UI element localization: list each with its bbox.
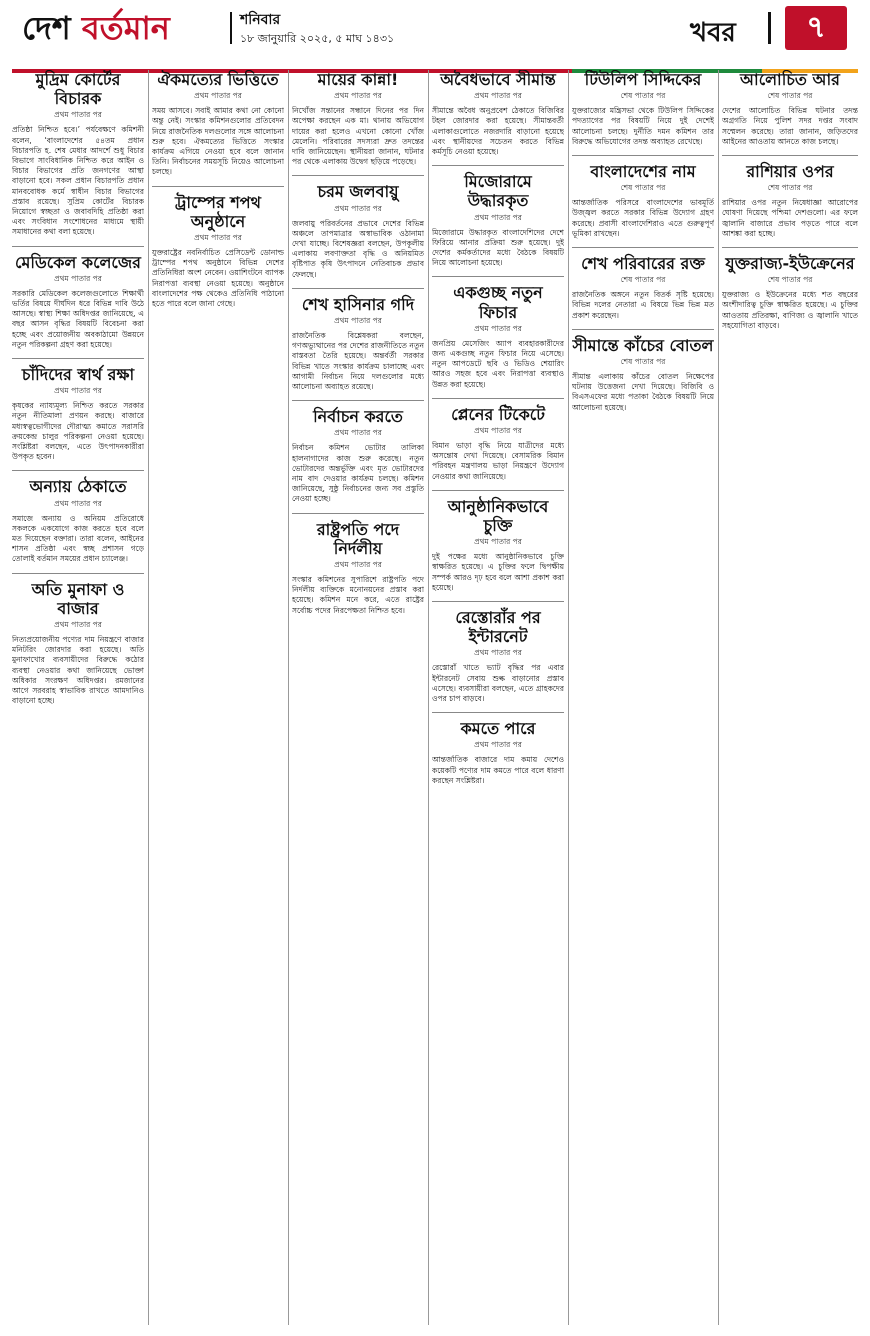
story-headline[interactable]: আনুষ্ঠানিকভাবে চুক্তি — [447, 496, 549, 535]
story-body: নিত্যপ্রয়োজনীয় পণ্যের দাম নিয়ন্ত্রণে বাজার মনিটরিং জোরদার করা হয়েছে। অতি মুনাফাখোর ব্যবসায়ীদের বিরুদ্ধে কঠোর ব্যবস্থা নেওয়ার কথা জানিয়েছে ভোক্তা অধিকার সংরক্ষণ অধিদপ্তর। রমজানের আগে সরবরাহ স্বাভাবিক রাখতে আমদানিও বাড়ানো হচ্ছে। — [12, 635, 144, 706]
story-byline: প্রথম পাতার পর — [474, 537, 522, 547]
story-divider — [292, 400, 424, 401]
story-body: জলবায়ু পরিবর্তনের প্রভাবে দেশের বিভিন্ন অঞ্চলে তাপমাত্রার অস্বাভাবিক ওঠানামা দেখা যাচ্ছে। বিশেষজ্ঞরা বলছেন, উপকূলীয় এলাকায় লবণাক্ততা বৃদ্ধি ও অনিয়মিত বৃষ্টিপাত কৃষি উৎপাদনে নেতিবাচক প্রভাব ফেলছে। — [292, 218, 424, 279]
story-headline[interactable]: একগুচ্ছ নতুন ফিচার — [453, 283, 543, 322]
news-story — [572, 162, 714, 239]
story-body: দুই পক্ষের মধ্যে আনুষ্ঠানিকভাবে চুক্তি স্বাক্ষরিত হয়েছে। এ চুক্তির ফলে দ্বিপক্ষীয় সম্পর্ক আরও দৃঢ় হবে বলে আশা প্রকাশ করা হয়েছে। — [432, 552, 564, 592]
story-byline: শেষ পাতার পর — [767, 275, 813, 285]
story-body: সময় আসবে। সবাই আমার কথা নো কোনো অন্তু নেই। সংস্কার কমিশনগুলোর প্রতিবেদন নিয়ে রাজনৈতিক দলগুলোর সঙ্গে আলোচনা শুরু হবে। ঐকমত্যের ভিত্তিতে সংস্কার কার্যক্রম এগিয়ে নেওয়া হবে বলে জানান তিনি। নির্বাচনের সময়সূচি নিয়েও আলোচনা চলছে। — [152, 106, 284, 177]
story-body: নির্বাচন কমিশন ভোটার তালিকা হালনাগাদের কাজ শুরু করেছে। নতুন ভোটারদের অন্তর্ভুক্তি এবং মৃত ভোটারদের নাম বাদ দেওয়ার কার্যক্রম চলছে। কমিশন জানিয়েছে, সুষ্ঠু নির্বাচনের জন্য সব প্রস্তুতি নেওয়া হচ্ছে। — [292, 443, 424, 504]
story-byline: প্রথম পাতার পর — [474, 323, 522, 333]
story-byline: শেষ পাতার পর — [620, 356, 666, 366]
news-story — [572, 254, 714, 321]
story-headline[interactable]: যুক্তরাজ্য-ইউক্রেনের — [725, 254, 855, 273]
column-separator — [568, 70, 569, 1325]
story-body: জনপ্রিয় মেসেজিং অ্যাপ ব্যবহারকারীদের জন্য একগুচ্ছ নতুন ফিচার নিয়ে এসেছে। নতুন আপডেটে ছবি ও ভিডিও শেয়ারিং আরও সহজ হবে এবং নিরাপত্তা ব্যবস্থাও উন্নত করা হয়েছে। — [432, 338, 564, 389]
news-story — [12, 253, 144, 350]
column-separator — [148, 70, 149, 1325]
news-story — [722, 254, 858, 331]
story-headline[interactable]: প্লেনের টিকেটে — [451, 404, 545, 424]
story-body: যুক্তরাষ্ট্রের নবনির্বাচিত প্রেসিডেন্ট ডোনাল্ড ট্রাম্পের শপথ অনুষ্ঠানে বিভিন্ন দেশের প্রতিনিধিরা অংশ নেবেন। ওয়াশিংটনে ব্যাপক নিরাপত্তা ব্যবস্থা নেওয়া হয়েছে। অনুষ্ঠানে বাংলাদেশের পক্ষ থেকেও প্রতিনিধি পাঠানো হতে পারে বলে জানা গেছে। — [152, 247, 284, 308]
story-byline: প্রথম পাতার পর — [54, 386, 102, 396]
story-body: রাজনৈতিক বিশ্লেষকরা বলছেন, গণঅভ্যুত্থানের পর দেশের রাজনীতিতে নতুন বাস্তবতা তৈরি হয়েছে। অন্তর্বর্তী সরকার বিভিন্ন খাতে সংস্কার কার্যক্রম চালাচ্ছে এবং আগামী নির্বাচন নিয়ে দলগুলোর মধ্যে আলোচনা অব্যাহত রয়েছে। — [292, 331, 424, 392]
news-column — [572, 70, 714, 1330]
news-story — [292, 182, 424, 279]
news-story — [292, 407, 424, 504]
story-byline: প্রথম পাতার পর — [474, 648, 522, 658]
story-divider — [572, 247, 714, 248]
story-headline[interactable]: মিজোরামে উদ্ধারকৃত — [464, 172, 532, 211]
story-headline[interactable]: মেডিকেল কলেজের — [15, 252, 141, 272]
story-headline[interactable]: ট্রাম্পের শপথ অনুষ্ঠানে — [174, 192, 262, 231]
column-separator — [718, 70, 719, 1325]
section-title: খবর — [690, 18, 736, 48]
story-headline[interactable]: কমতে পারে — [460, 719, 536, 739]
color-rule — [12, 58, 858, 62]
story-byline: প্রথম পাতার পর — [54, 273, 102, 283]
story-byline: প্রথম পাতার পর — [474, 740, 522, 750]
story-headline[interactable]: নির্বাচন করতে — [313, 407, 403, 427]
story-divider — [432, 601, 564, 602]
story-body: সীমান্ত এলাকায় কাঁচের বোতল নিক্ষেপের ঘটনায় উত্তেজনা দেখা দিয়েছে। বিজিবি ও বিএসএফের মধ্যে পতাকা বৈঠকে বিষয়টি নিয়ে আলোচনা হয়েছে। — [572, 371, 714, 412]
story-byline: শেষ পাতার পর — [620, 91, 666, 101]
news-story — [572, 70, 714, 147]
news-story — [152, 70, 284, 178]
news-story — [432, 497, 564, 593]
story-divider — [572, 155, 714, 156]
newspaper-title — [22, 8, 170, 48]
news-story — [12, 477, 144, 564]
story-body: রেস্তোরাঁ খাতে ভ্যাট বৃদ্ধির পর এবার ইন্টারনেট সেবায় শুল্ক বাড়ানোর প্রস্তাব এসেছে। ব্যবসায়ীরা বলছেন, এতে গ্রাহকদের ওপর চাপ বাড়বে। — [432, 663, 564, 703]
story-body: মিজোরামে উদ্ধারকৃত বাংলাদেশিদের দেশে ফিরিয়ে আনার প্রক্রিয়া শুরু হয়েছে। দুই দেশের কর্মকর্তাদের মধ্যে বৈঠকে বিষয়টি নিয়ে আলোচনা হয়েছে। — [432, 227, 564, 268]
news-story — [722, 162, 858, 239]
story-body: আন্তর্জাতিক পরিসরে বাংলাদেশের ভাবমূর্তি উজ্জ্বল করতে সরকার বিভিন্ন উদ্যোগ গ্রহণ করেছে। প্রবাসী বাংলাদেশিরাও এতে গুরুত্বপূর্ণ ভূমিকা রাখছেন। — [572, 198, 714, 238]
story-body: বিমান ভাড়া বৃদ্ধি নিয়ে যাত্রীদের মধ্যে অসন্তোষ দেখা দিয়েছে। বেসামরিক বিমান পরিবহন মন্ত্রণালয় ভাড়া নিয়ন্ত্রণে উদ্যোগ নেওয়ার কথা জানিয়েছে। — [432, 440, 564, 481]
news-story — [12, 70, 144, 238]
story-byline: প্রথম পাতার পর — [334, 203, 382, 213]
masthead-divider — [230, 12, 232, 44]
news-story — [432, 70, 564, 157]
issue-date: ১৮ জানুয়ারি ২০২৫, ৫ মাঘ ১৪৩১ — [240, 32, 395, 45]
story-body: সমাজে অন্যায় ও অনিয়ম প্রতিরোধে সকলকে একযোগে কাজ করতে হবে বলে মত দিয়েছেন বক্তারা। তারা বলেন, আইনের শাসন প্রতিষ্ঠা এবং স্বচ্ছ প্রশাসন গড়ে তোলাই বর্তমান সময়ের প্রধান চ্যালেঞ্জ। — [12, 513, 144, 564]
story-divider — [432, 276, 564, 277]
story-body: সীমান্তে অবৈধ অনুপ্রবেশ ঠেকাতে বিজিবির টহল জোরদার করা হয়েছে। সীমান্তবর্তী এলাকাগুলোতে নজরদারি বাড়ানো হয়েছে এবং স্থানীয়দের সচেতন করতে বিভিন্ন কর্মসূচি নেওয়া হয়েছে। — [432, 106, 564, 156]
title-part2: বর্তমান — [81, 9, 170, 47]
story-byline: প্রথম পাতার পর — [194, 232, 242, 242]
story-byline: প্রথম পাতার পর — [334, 91, 382, 101]
story-divider — [12, 573, 144, 574]
story-byline: শেষ পাতার পর — [620, 275, 666, 285]
story-headline[interactable]: রাষ্ট্রপতি পদে নির্দলীয় — [316, 519, 400, 558]
story-body: রাশিয়ার ওপর নতুন নিষেধাজ্ঞা আরোপের ঘোষণা দিয়েছে পশ্চিমা দেশগুলো। এর ফলে জ্বালানি বাজারে প্রভাব পড়তে পারে বলে আশঙ্কা করা হচ্ছে। — [722, 198, 858, 238]
story-headline[interactable]: চাঁদিদের স্বার্থ রক্ষা — [21, 365, 135, 385]
story-byline: প্রথম পাতার পর — [474, 425, 522, 435]
news-story — [432, 719, 564, 786]
story-body: যুক্তরাজ্য ও ইউক্রেনের মধ্যে শত বছরের অংশীদারিত্ব চুক্তি স্বাক্ষরিত হয়েছে। এ চুক্তির আওতায় প্রতিরক্ষা, বাণিজ্য ও জ্বালানি খাতে সহযোগিতা বাড়বে। — [722, 290, 858, 330]
story-byline: শেষ পাতার পর — [767, 91, 813, 101]
story-byline: প্রথম পাতার পর — [334, 316, 382, 325]
story-divider — [432, 398, 564, 399]
story-headline[interactable]: চরম জলবায়ু — [317, 182, 399, 202]
story-byline: প্রথম পাতার পর — [334, 428, 382, 438]
news-story — [432, 283, 564, 389]
story-body: সংস্কার কমিশনের সুপারিশে রাষ্ট্রপতি পদে নির্দলীয় ব্যক্তিকে মনোনয়নের প্রস্তাব করা হয়েছে। কমিশন মনে করে, এতে রাষ্ট্রের সর্বোচ্চ পদের নিরপেক্ষতা নিশ্চিত হবে। — [292, 575, 424, 615]
story-byline: প্রথম পাতার পর — [474, 91, 522, 101]
story-divider — [432, 712, 564, 713]
story-headline[interactable]: রেস্তোরাঁর পর ইন্টারনেট — [455, 607, 541, 647]
news-story — [432, 405, 564, 482]
news-story — [292, 70, 424, 167]
story-divider — [12, 470, 144, 471]
story-body: সরকারি মেডিকেল কলেজগুলোতে শিক্ষার্থী ভর্তির বিষয়ে দীর্ঘদিন ধরে বিভিন্ন দাবি উঠে আসছে। স্বাস্থ্য শিক্ষা অধিদপ্তর জানিয়েছে, এ বছর আসন বৃদ্ধির বিষয়টি বিবেচনা করা হচ্ছে এবং প্রয়োজনীয় অবকাঠামো উন্নয়নে নতুন পরিকল্পনা গ্রহণ করা হয়েছে। — [12, 288, 144, 349]
news-story — [572, 336, 714, 413]
story-divider — [722, 155, 858, 156]
story-byline: প্রথম পাতার পর — [334, 560, 382, 569]
page-number-badge: ৭ — [785, 6, 847, 50]
story-byline: শেষ পাতার পর — [767, 183, 813, 193]
issue-day: শনিবার — [240, 12, 281, 28]
story-body: যুক্তরাজ্যের মন্ত্রিসভা থেকে টিউলিপ সিদ্দিকের পদত্যাগের পর বিষয়টি নিয়ে দুই দেশেই আলোচনা চলছে। দুর্নীতি দমন কমিশন তার বিরুদ্ধে অভিযোগের তদন্ত অব্যাহত রেখেছে। — [572, 106, 714, 146]
story-byline: প্রথম পাতার পর — [54, 498, 102, 508]
story-headline[interactable]: টিউলিপ সিদ্দিকের — [584, 70, 702, 89]
news-column — [432, 70, 564, 1330]
story-byline: প্রথম পাতার পর — [194, 91, 242, 101]
story-headline[interactable]: অন্যায় ঠেকাতে — [29, 477, 127, 497]
story-divider — [722, 247, 858, 248]
story-headline[interactable]: শেখ হাসিনার গদি — [301, 294, 415, 314]
news-column — [722, 70, 858, 1330]
story-byline: প্রথম পাতার পর — [474, 212, 522, 222]
story-divider — [432, 165, 564, 166]
news-column — [292, 70, 424, 1330]
title-part1: দেশ — [22, 9, 71, 47]
story-divider — [292, 175, 424, 176]
story-headline[interactable]: আলোচিত আর — [740, 70, 840, 89]
story-divider — [572, 329, 714, 330]
story-headline[interactable]: বাংলাদেশের নাম — [590, 162, 696, 181]
news-story — [432, 172, 564, 268]
story-divider — [152, 186, 284, 187]
news-column — [12, 70, 144, 1330]
story-headline[interactable]: অতি মুনাফা ও বাজার — [31, 579, 125, 618]
story-headline[interactable]: মুদ্রিম কোর্টের বিচারক — [35, 70, 121, 109]
masthead — [0, 0, 870, 56]
news-story — [292, 295, 424, 392]
story-body: কৃষকের ন্যায্যমূল্য নিশ্চিত করতে সরকার নতুন নীতিমালা প্রণয়ন করছে। বাজারে মধ্যস্বত্বভোগীদের দৌরাত্ম্য কমাতে সরাসরি ক্রয়কেন্দ্র চালুর পরিকল্পনা নেওয়া হয়েছে। সংশ্লিষ্টরা বলছেন, এতে উৎপাদনকারীরা উপকৃত হবেন। — [12, 401, 144, 462]
news-story — [432, 608, 564, 704]
story-byline: শেষ পাতার পর — [620, 183, 666, 193]
story-headline[interactable]: মায়ের কান্না! — [317, 70, 399, 89]
story-headline[interactable]: অবৈধভাবে সীমান্ত — [440, 70, 556, 89]
story-body: দেশের আলোচিত বিভিন্ন ঘটনার তদন্ত অগ্রগতি নিয়ে পুলিশ সদর দপ্তর সংবাদ সম্মেলন করেছে। তারা জানান, জড়িতদের আইনের আওতায় আনতে কাজ চলছে। — [722, 106, 858, 146]
story-body: নিখোঁজ সন্তানের সন্ধানে দিনের পর দিন অপেক্ষা করছেন এক মা। থানায় অভিযোগ দায়ের করা হলেও এখনো কোনো খোঁজ মেলেনি। পরিবারের সদস্যরা দ্রুত তদন্তের দাবি জানিয়েছেন। স্থানীয়রা জানান, ঘটনার পর থেকে এলাকায় উদ্বেগ ছড়িয়ে পড়েছে। — [292, 106, 424, 167]
column-separator — [288, 70, 289, 1325]
story-byline: প্রথম পাতার পর — [54, 620, 102, 629]
story-body: আন্তর্জাতিক বাজারে দাম কমায় দেশেও কয়েকটি পণ্যের দাম কমতে পারে বলে ধারণা করছেন সংশ্লিষ্টরা। — [432, 755, 564, 785]
news-story — [152, 193, 284, 310]
story-headline[interactable]: শেখ পরিবারের রক্ত — [581, 254, 705, 273]
news-story — [12, 365, 144, 462]
story-divider — [12, 358, 144, 359]
story-headline[interactable]: সীমান্তে কাঁচের বোতল — [572, 335, 714, 355]
story-divider — [12, 246, 144, 247]
story-divider — [292, 513, 424, 514]
news-story — [292, 520, 424, 616]
news-story — [12, 580, 144, 707]
story-divider — [292, 288, 424, 289]
story-byline: প্রথম পাতার পর — [54, 110, 102, 120]
news-story — [722, 70, 858, 147]
section-divider — [768, 12, 771, 44]
column-separator — [428, 70, 429, 1325]
story-body: প্রতিষ্ঠা নিশ্চিত হবে।’ পর্যবেক্ষণে কমিশনী বলেন, ‘বাংলাদেশের ৫৪তম প্রধান বিচারপতি হ. শেষ মেধার আদর্শে শুধু বিচার বিভাগে সাংবিধানিক নিশ্চিত করে আইন ও বিচার বিভাগের প্রতি জনগণের আস্থা বাড়ানো হবে। সকল প্রধান বিচারপতি প্রধান মানববোধক কর্মে স্বাধীন বিচার বিভাগের প্রস্তাব রয়েছে। সুপ্রিম কোর্টের বিচারক নিয়োগে স্বচ্ছতা ও জবাবদিহি প্রতিষ্ঠা করা এবং সংবিধান সংশোধনের মাধ্যমে স্থায়ী সমাধানের কথা বলা হয়েছে। — [12, 125, 144, 237]
story-divider — [432, 490, 564, 491]
story-body: রাজনৈতিক অঙ্গনে নতুন বিতর্ক সৃষ্টি হয়েছে। বিভিন্ন দলের নেতারা এ বিষয়ে ভিন্ন ভিন্ন মত প্রকাশ করেছেন। — [572, 290, 714, 320]
news-column — [152, 70, 284, 1330]
story-headline[interactable]: ঐকমত্যের ভিত্তিতে — [157, 70, 279, 89]
story-headline[interactable]: রাশিয়ার ওপর — [746, 162, 834, 181]
